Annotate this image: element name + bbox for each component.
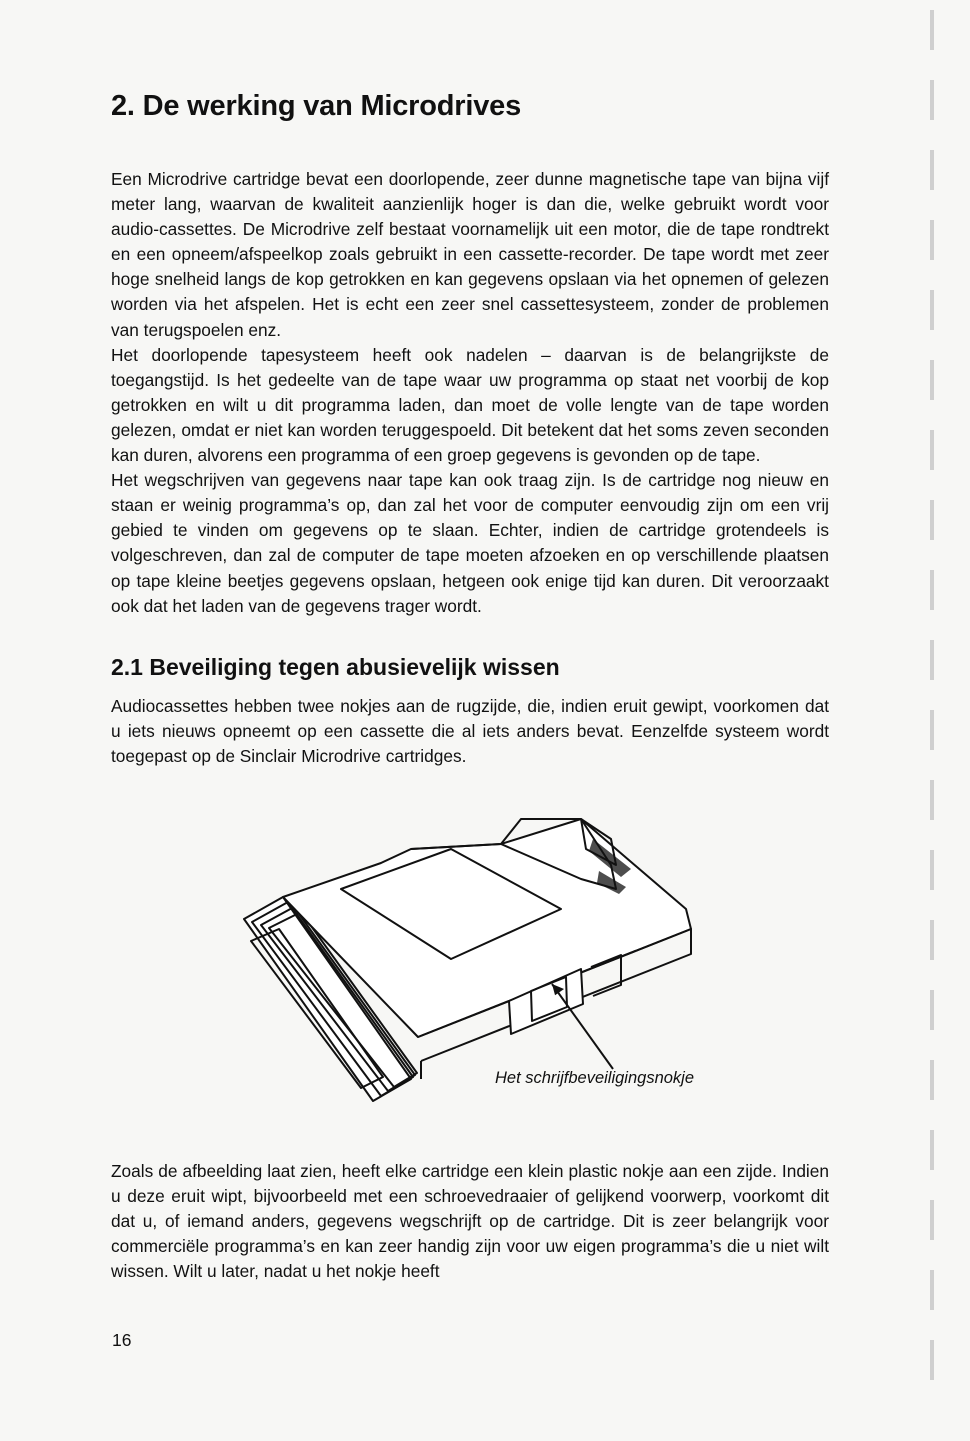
edge-mark [930,1200,934,1240]
edge-mark [930,990,934,1030]
paragraph: Een Microdrive cartridge bevat een doorlopende, zeer dunne magnetische tape van bijna vijf meter lang, waarvan de kwaliteit aanzienlijk hoger is dan die, welke gebruikt wordt voor audio-cassettes. De Microdrive zelf bestaat voornamelijk uit een motor, die de tape rondtrekt en een opneem/afspeelkop zoals gebruikt in een cassette-recorder. De tape wordt met zeer hoge snelheid langs de kop getrokken en kan gegevens opslaan via het opnemen of gelezen worden via het afspelen. Het is echt een zeer snel cassettesysteem, zonder de problemen van terugspoelen enz. [111,169,829,340]
edge-mark [930,710,934,750]
page-content [111,88,829,1284]
edge-mark [930,920,934,960]
edge-mark [930,80,934,120]
edge-mark [930,570,934,610]
figure-caption: Het schrijfbeveiligingsnokje [495,1068,695,1087]
edge-mark [930,10,934,50]
page-number: 16 [112,1330,132,1350]
edge-mark [930,1270,934,1310]
microdrive-cartridge-drawing [111,779,829,1159]
edge-mark [930,640,934,680]
edge-mark [930,220,934,260]
edge-mark [930,430,934,470]
edge-mark [930,500,934,540]
chapter-title: 2. De werking van Microdrives [111,90,522,122]
edge-mark [930,780,934,820]
paragraph: Zoals de afbeelding laat zien, heeft elke cartridge een klein plastic nokje aan een zijde. Indien u deze eruit wipt, bijvoorbeeld met een schroevedraaier of gelijkend voorwerp, voorkomt dit dat u, of iemand anders, gegevens wegschrijft op de cartridge. Dit is zeer belangrijk voor commerciële programma’s en kan zeer handig zijn voor uw eigen programma’s die u niet wilt wissen. Wilt u later, nadat u het nokje heeft [111,1160,829,1282]
edge-mark [930,1340,934,1380]
paragraph: Het doorlopende tapesysteem heeft ook nadelen – daarvan is de belangrijkste de toegangstijd. Is het gedeelte van de tape waar uw programma op staat net voorbij de kop getrokken en wilt u dit programma laden, dan moet de volle lengte van de tape worden gelezen, omdat er niet kan worden teruggespoeld. Dit betekent dat het soms zeven seconden kan duren, alvorens een programma of een groep gegevens is gevonden op de tape. [111,344,829,466]
edge-mark [930,150,934,190]
edge-mark [930,1060,934,1100]
edge-mark [930,850,934,890]
paragraph: Het wegschrijven van gegevens naar tape kan ook traag zijn. Is de cartridge nog nieuw en staan er weinig programma’s op, dan zal het voor de computer eenvoudig zijn om een vrij gebied te vinden om gegevens op te slaan. Echter, indien de cartridge grotendeels is volgeschreven, dan zal de computer de tape moeten afzoeken en op verschillende plaatsen op tape kleine beetjes gegevens opslaan, hetgeen ook enige tijd kan duren. Dit veroorzaakt ook dat het laden van de gegevens trager wordt. [111,470,829,616]
cartridge-illustration [111,779,829,1159]
edge-mark [930,1130,934,1170]
paragraph: Audiocassettes hebben twee nokjes aan de rugzijde, die, indien eruit gewipt, voorkomen dat u iets nieuws opneemt op een cassette die al iets anders bevat. Eenzelfde systeem wordt toegepast op de Sinclair Microdrive cartridges. [111,695,829,766]
edge-mark [930,290,934,330]
edge-mark [930,360,934,400]
section-title: 2.1 Beveiliging tegen abusievelijk wissen [111,653,560,680]
